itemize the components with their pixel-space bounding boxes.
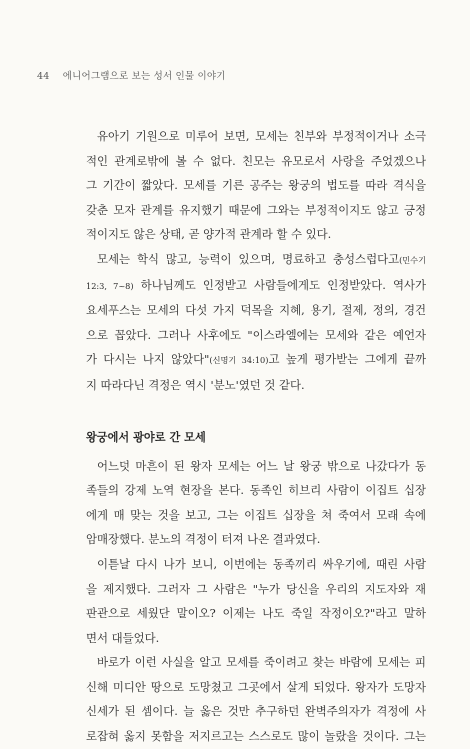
text-line: 판관으로 세웠단 말이오? 이제는 나도 죽일 작정이오?"라고 말하 bbox=[86, 606, 426, 621]
scripture-reference: 12:3, 7~8) bbox=[86, 280, 134, 291]
text-line: 을 제지했다. 그러자 그 사람은 "누가 당신을 우리의 지도자와 재 bbox=[86, 581, 426, 596]
text-line: 에게 매 맞는 것을 보고, 그는 이집트 십장을 쳐 죽여서 모래 속에 bbox=[86, 507, 426, 522]
text-line: 갖춘 모자 관계를 유지했기 때문에 그와는 부정적이지도 않고 긍정 bbox=[86, 202, 426, 217]
scripture-reference: (신명기 34:10) bbox=[209, 355, 269, 366]
running-header bbox=[37, 68, 226, 82]
paragraph bbox=[86, 650, 426, 748]
text-line: 지 따라다닌 격정은 역시 '분노'였던 것 같다. bbox=[86, 377, 305, 392]
section-heading: 왕궁에서 광야로 간 모세 bbox=[86, 430, 206, 444]
text-line: 암매장했다. 분노의 격정이 터져 나온 결과였다. bbox=[86, 532, 321, 547]
text-line: 으로 꼽았다. 그러나 사후에도 "이스라엘에는 모세와 같은 예언자 bbox=[86, 327, 426, 342]
text-segment: 하나님께도 인정받고 사람들에게도 인정받았다. 역사가 bbox=[133, 277, 426, 292]
text-line: 신세가 된 셈이다. 늘 옳은 것만 추구하던 완벽주의자가 격정에 사 bbox=[86, 704, 426, 719]
page-number: 44 bbox=[37, 71, 50, 82]
text-line bbox=[86, 347, 426, 373]
text-line: 요세푸스는 모세의 다섯 가지 덕목을 지혜, 용기, 절제, 정의, 경건 bbox=[86, 303, 426, 318]
text-line: 족들의 강제 노역 현장을 본다. 동족인 히브리 사람이 이집트 십장 bbox=[86, 483, 426, 498]
text-line: 바로가 이런 사실을 알고 모세를 죽이려고 찾는 바람에 모세는 피 bbox=[97, 655, 426, 670]
paragraph bbox=[86, 454, 426, 552]
text-line: 면서 대들었다. bbox=[86, 630, 160, 645]
text-line: 유아기 기원으로 미루어 보면, 모세는 친부와 부정적이거나 소극 bbox=[97, 129, 426, 143]
paragraph bbox=[86, 124, 426, 247]
book-title: 에니어그램으로 보는 성서 인물 이야기 bbox=[62, 71, 226, 82]
text-segment: 모세는 학식 많고, 능력이 있으며, 명료하고 충성스럽다고 bbox=[97, 251, 400, 266]
text-segment: 고 높게 평가받는 그에게 끝까 bbox=[268, 352, 426, 367]
text-line bbox=[86, 273, 426, 299]
text-line: 어느덧 마흔이 된 왕자 모세는 어느 날 왕궁 밖으로 나갔다가 동 bbox=[97, 458, 426, 473]
text-line: 로잡혀 옳지 못함을 저지르고는 스스로도 많이 놀랐을 것이다. 그는 bbox=[86, 729, 426, 744]
paragraph bbox=[86, 552, 426, 650]
text-line: 그 기간이 짧았다. 모세를 기른 공주는 왕궁의 법도를 따라 격식을 bbox=[86, 178, 426, 193]
text-line: 적인 관계로밖에 볼 수 없다. 친모는 유모로서 사랑을 주었겠으나 bbox=[86, 153, 426, 168]
scripture-reference: (민수기 bbox=[399, 254, 426, 265]
text-line: 신해 미디안 땅으로 도망쳤고 그곳에서 살게 되었다. 왕자가 도망자 bbox=[86, 679, 426, 694]
body-text bbox=[86, 124, 426, 749]
text-line: 이튿날 다시 나가 보니, 이번에는 동족끼리 싸우기에, 때린 사람 bbox=[97, 556, 426, 571]
text-line bbox=[86, 247, 426, 273]
text-segment: 가 다시는 나지 않았다" bbox=[86, 352, 210, 367]
paragraph bbox=[86, 247, 426, 398]
text-line: 적이지도 않은 상태, 곧 양가적 관계라 할 수 있다. bbox=[86, 227, 332, 242]
